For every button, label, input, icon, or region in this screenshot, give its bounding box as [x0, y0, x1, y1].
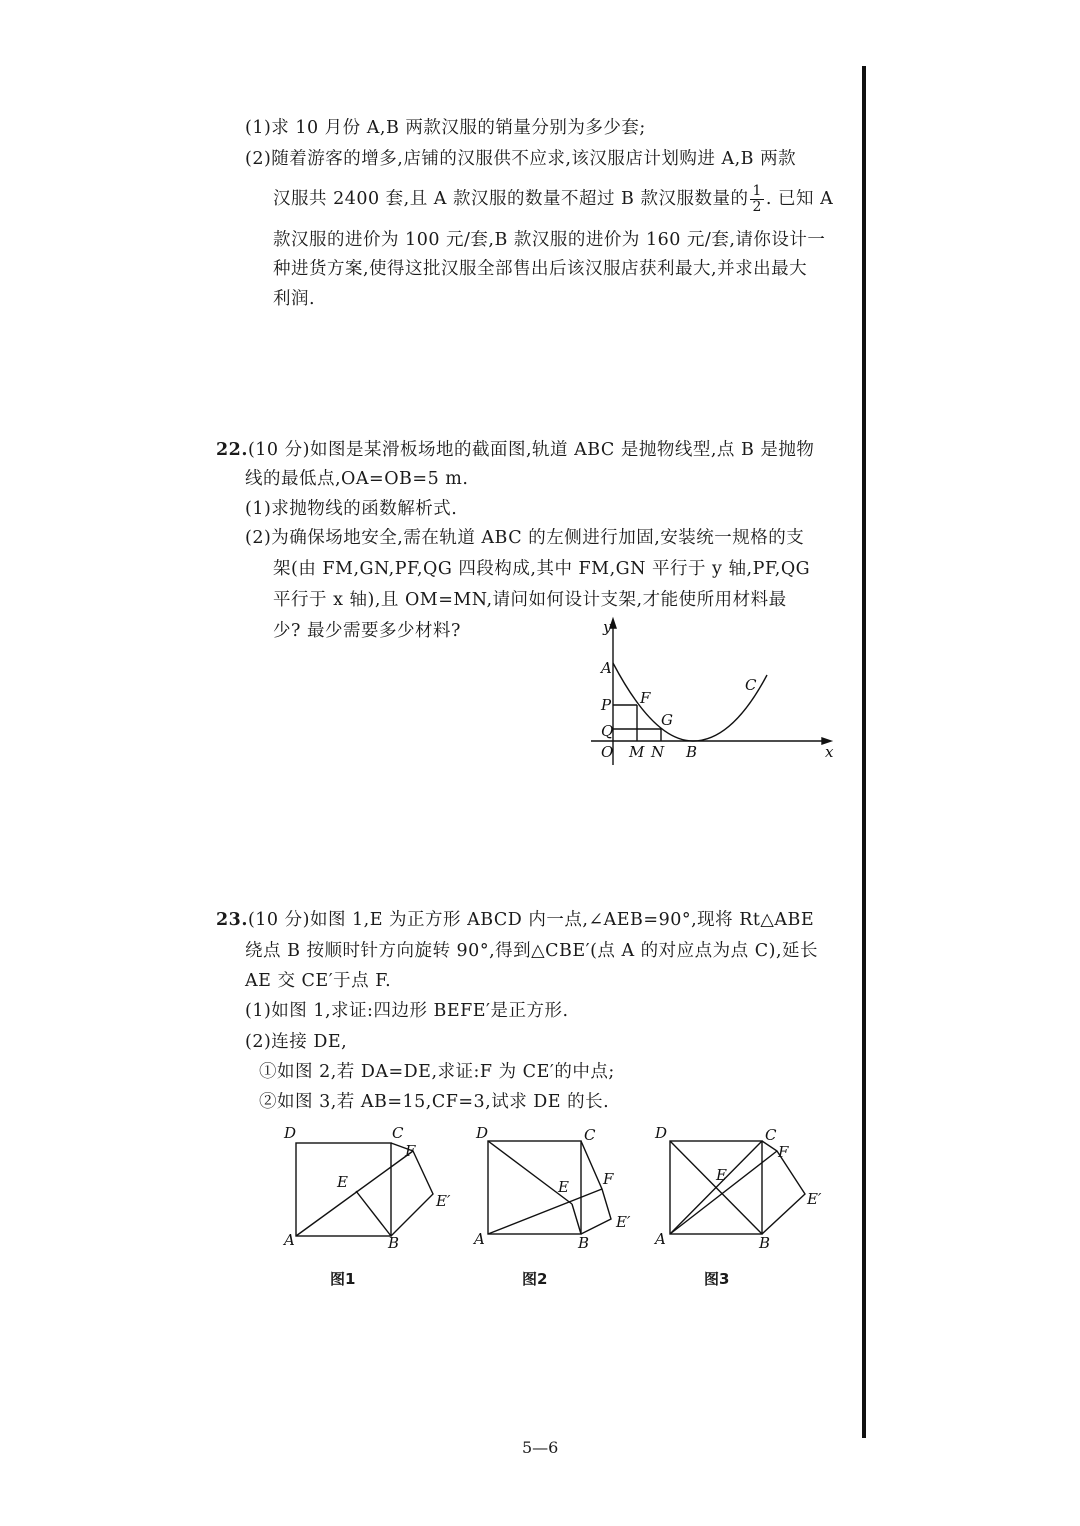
fig3-label-C: C — [765, 1126, 777, 1144]
fig3-label-D: D — [655, 1124, 668, 1142]
fig1-label-F: F — [405, 1142, 416, 1160]
q21-part2-line2 — [273, 184, 833, 215]
right-margin-rule — [862, 66, 866, 1438]
q22-part2-line4: 少? 最少需要多少材料? — [273, 621, 461, 641]
segment-AF — [488, 1189, 602, 1234]
q22-line2: 线的最低点,OA=OB=5 m. — [245, 469, 469, 489]
q22-line1-text: (10 分)如图是某滑板场地的截面图,轨道 ABC 是抛物线型,点 B 是抛物 — [247, 440, 815, 460]
q22-part2-line3: 平行于 x 轴),且 OM=MN,请问如何设计支架,才能使所用材料最 — [273, 590, 787, 610]
fraction-denominator: 2 — [752, 199, 762, 215]
q21-part2-line5: 利润. — [273, 289, 316, 309]
fraction-one-half — [750, 184, 763, 215]
fig1-label-D: D — [284, 1124, 297, 1142]
label-N: N — [651, 743, 665, 761]
segment-AF — [670, 1151, 777, 1234]
q21-part2-line2-tail: . 已知 A — [765, 189, 834, 209]
fig3-label-B: B — [759, 1234, 771, 1250]
fig2-label-E: E — [558, 1178, 569, 1196]
label-B: B — [686, 743, 698, 761]
fig3-label-E-prime: E′ — [807, 1190, 822, 1208]
q23-number: 23. — [216, 910, 248, 930]
q23-figure-1 — [278, 1120, 468, 1250]
q22-part1: (1)求抛物线的函数解析式. — [245, 499, 458, 519]
fig2-label-B: B — [578, 1234, 590, 1250]
fig3-caption: 图3 — [704, 1270, 730, 1288]
label-C: C — [745, 676, 757, 694]
fig1-caption: 图1 — [330, 1270, 356, 1288]
q23-line2: 绕点 B 按顺时针方向旋转 90°,得到△CBE′(点 A 的对应点为点 C),延长 — [245, 941, 819, 961]
q23-part1: (1)如图 1,求证:四边形 BEFE′是正方形. — [245, 1001, 569, 1021]
segment-BE — [572, 1204, 581, 1234]
q21-part2-line2-text: 汉服共 2400 套,且 A 款汉服的数量不超过 B 款汉服数量的 — [273, 189, 749, 209]
page-number: 5—6 — [522, 1438, 559, 1457]
label-O: O — [601, 743, 614, 761]
q22-parabola-figure — [585, 615, 845, 775]
fig3-label-F: F — [778, 1143, 789, 1161]
q23-line1 — [216, 906, 814, 931]
q22-line1 — [216, 436, 814, 461]
q21-part2-line4: 种进货方案,使得这批汉服全部售出后该汉服店获利最大,并求出最大 — [273, 259, 808, 279]
fig2-caption: 图2 — [522, 1270, 548, 1288]
fig1-label-E: E — [337, 1173, 348, 1191]
q21-part2-line3: 款汉服的进价为 100 元/套,B 款汉服的进价为 160 元/套,请你设计一 — [273, 230, 826, 250]
q21-part1: (1)求 10 月份 A,B 两款汉服的销量分别为多少套; — [245, 118, 646, 138]
label-A: A — [601, 659, 612, 677]
q23-figure-3 — [650, 1120, 840, 1250]
q23-line1-text: (10 分)如图 1,E 为正方形 ABCD 内一点,∠AEB=90°,现将 Rt△ABE — [247, 910, 815, 930]
fig1-label-E-prime: E′ — [436, 1192, 451, 1210]
q22-part2-line2: 架(由 FM,GN,PF,QG 四段构成,其中 FM,GN 平行于 y 轴,PF,QG — [273, 559, 811, 579]
q21-part2-line1: (2)随着游客的增多,店铺的汉服供不应求,该汉服店计划购进 A,B 两款 — [245, 149, 797, 169]
fig1-label-C: C — [392, 1124, 404, 1142]
fig2-label-C: C — [584, 1126, 596, 1144]
segment-BE — [356, 1191, 391, 1236]
q23-part2: (2)连接 DE, — [245, 1032, 348, 1052]
q23-line3: AE 交 CE′于点 F. — [245, 971, 392, 991]
segment-AF — [296, 1151, 413, 1236]
fig3-label-A: A — [655, 1230, 666, 1248]
fig3-label-E: E — [716, 1166, 727, 1184]
label-Q: Q — [601, 722, 614, 740]
fig1-label-A: A — [284, 1231, 295, 1249]
fraction-numerator: 1 — [752, 183, 762, 199]
label-y: y — [603, 618, 612, 636]
q23-part2-sub2: ②如图 3,若 AB=15,CF=3,试求 DE 的长. — [259, 1092, 610, 1112]
fig2-label-E-prime: E′ — [616, 1213, 631, 1231]
label-G: G — [661, 711, 673, 729]
fig2-label-D: D — [476, 1124, 489, 1142]
fig2-label-F: F — [603, 1170, 614, 1188]
q22-number: 22. — [216, 440, 248, 460]
fig1-label-B: B — [388, 1234, 400, 1250]
label-M: M — [629, 743, 645, 761]
q22-part2-line1: (2)为确保场地安全,需在轨道 ABC 的左侧进行加固,安装统一规格的支 — [245, 528, 805, 548]
q23-figure-2 — [470, 1120, 650, 1250]
fig2-label-A: A — [474, 1230, 485, 1248]
label-x: x — [825, 743, 834, 761]
label-F: F — [640, 689, 651, 707]
label-P: P — [601, 696, 612, 714]
q23-part2-sub1: ①如图 2,若 DA=DE,求证:F 为 CE′的中点; — [259, 1062, 615, 1082]
